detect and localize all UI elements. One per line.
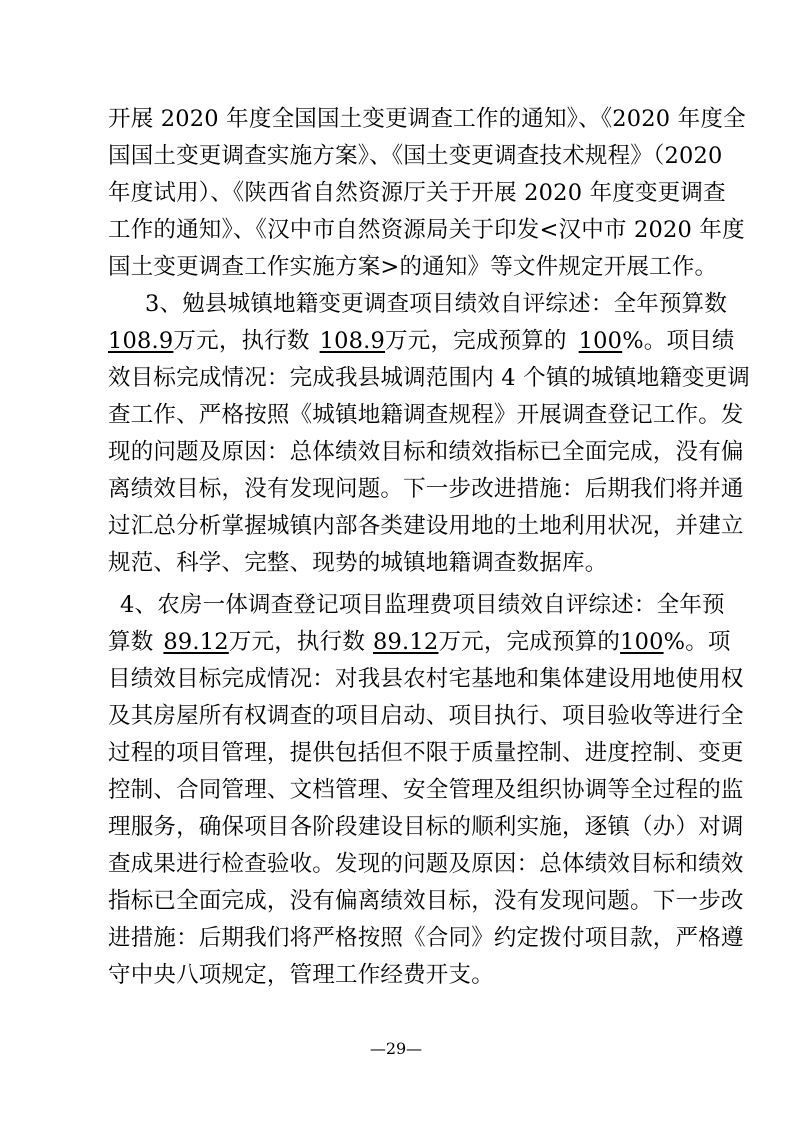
- item4-budget: 89.12: [163, 629, 229, 655]
- item3-budget: 108.9: [108, 328, 174, 354]
- item3-executed: 108.9: [319, 328, 386, 354]
- item4-percent: 100: [620, 629, 664, 655]
- paragraph-line: 目绩效目标完成情况：对我县农村宅基地和集体建设用地使用权: [108, 666, 744, 692]
- paragraph-line: 规范、科学、完整、现势的城镇地籍调查数据库。: [108, 550, 608, 576]
- page-number: —29—: [369, 1039, 423, 1058]
- paragraph-line: 控制、合同管理、文档管理、安全管理及组织协调等全过程的监: [108, 777, 744, 803]
- item4-heading-line: 4、农房一体调查登记项目监理费项目绩效自评综述：全年预: [120, 592, 725, 618]
- item4-figures-line: [108, 627, 731, 657]
- item4-executed: 89.12: [373, 629, 439, 655]
- paragraph-line: 国国土变更调查实施方案》、《国土变更调查技术规程》（2020: [108, 143, 723, 169]
- item3-figures-line: [108, 326, 735, 356]
- paragraph-line: 国土变更调查工作实施方案>的通知》等文件规定开展工作。: [108, 254, 718, 280]
- item3-tail: %。项目绩: [622, 328, 735, 354]
- paragraph-line: 工作的通知》、《汉中市自然资源局关于印发<汉中市 2020 年度: [108, 217, 745, 243]
- item4-unit2: 万元，完成预算的: [438, 629, 621, 655]
- item3-unit1: 万元，执行数: [173, 328, 310, 354]
- paragraph-line: 进措施：后期我们将严格按照《合同》约定拨付项目款，严格遵: [108, 925, 744, 951]
- paragraph-line: 开展 2020 年度全国国土变更调查工作的通知》、《2020 年度全: [108, 106, 746, 132]
- paragraph-line: 现的问题及原因：总体绩效目标和绩效指标已全面完成，没有偏: [108, 439, 744, 465]
- item3-heading-line: 3、勉县城镇地籍变更调查项目绩效自评综述：全年预算数: [145, 291, 728, 317]
- paragraph-line: 守中央八项规定，管理工作经费开支。: [108, 962, 494, 988]
- paragraph-line: 理服务，确保项目各阶段建设目标的顺利实施，逐镇（办）对调: [108, 814, 744, 840]
- paragraph-line: 及其房屋所有权调查的项目启动、项目执行、项目验收等进行全: [108, 703, 744, 729]
- paragraph-line: 效目标完成情况：完成我县城调范围内 4 个镇的城镇地籍变更调: [108, 365, 751, 391]
- item3-percent: 100: [578, 328, 623, 354]
- paragraph-line: 指标已全面完成，没有偏离绩效目标，没有发现问题。下一步改: [108, 888, 744, 914]
- paragraph-line: 年度试用）、《陕西省自然资源厅关于开展 2020 年度变更调查: [108, 180, 726, 206]
- paragraph-line: 查工作、严格按照《城镇地籍调查规程》开展调查登记工作。发: [108, 402, 744, 428]
- item3-unit2: 万元，完成预算的: [385, 328, 567, 354]
- paragraph-line: 过程的项目管理，提供包括但不限于质量控制、进度控制、变更: [108, 740, 744, 766]
- paragraph-line: 过汇总分析掌握城镇内部各类建设用地的土地利用状况，并建立: [108, 513, 744, 539]
- paragraph-line: 离绩效目标，没有发现问题。下一步改进措施：后期我们将并通: [108, 476, 744, 502]
- item4-unit1: 万元，执行数: [228, 629, 366, 655]
- paragraph-line: 查成果进行检查验收。发现的问题及原因：总体绩效目标和绩效: [108, 851, 744, 877]
- item4-tail: %。项: [663, 629, 731, 655]
- item4-prefix: 算数: [108, 629, 154, 655]
